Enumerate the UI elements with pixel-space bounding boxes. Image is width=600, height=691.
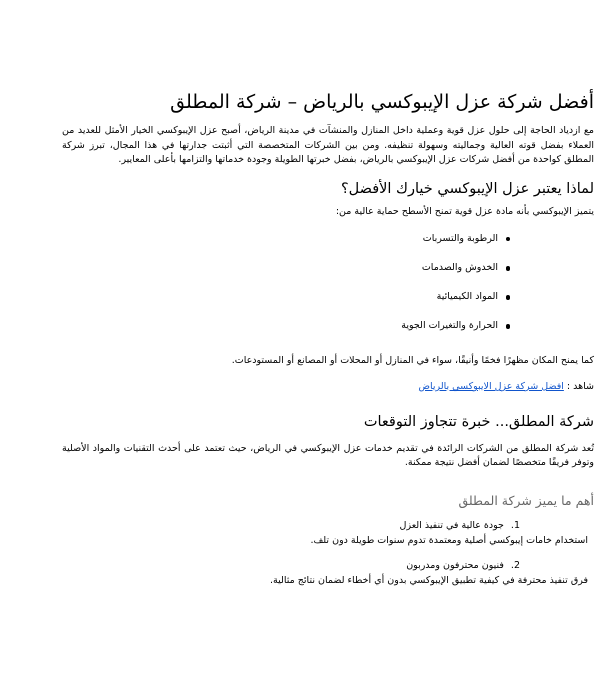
bullet-dot-icon [506,324,511,329]
list-item-label: الخدوش والصدمات [421,262,498,274]
feature-title: فنيون محترفون ومدربون [406,559,504,571]
list-number: 1. [510,519,520,531]
list-item-label: الحرارة والتغيرات الجوية [401,320,498,332]
section-heading-why-epoxy: لماذا يعتبر عزل الإيبوكسي خيارك الأفضل؟ [340,181,594,198]
feature-title-line [62,559,594,574]
list-item [62,261,510,276]
feature-description: استخدام خامات إيبوكسي أصلية ومعتمدة تدوم سنوات طويلة دون تلف. [310,534,588,546]
watch-label: شاهد : [566,380,594,392]
list-item-label: المواد الكيميائية [436,291,498,303]
benefits-outro-text: كما يمنح المكان مظهرًا فخمًا وأنيقًا، سواء في المنازل أو المحلات أو المصانع أو المستودعات. [231,355,594,367]
bullet-dot-icon [506,266,511,271]
subheading-company-features: أهم ما يميز شركة المطلق [458,492,594,508]
document-page [0,91,600,588]
bullet-dot-icon [506,237,511,242]
epoxy-company-link[interactable]: افضل شركة عزل الايبوكسي بالرياض [418,380,564,392]
benefits-lead-text: يتميز الإيبوكسي بأنه مادة عزل قوية تمنح الأسطح حماية عالية من: [335,206,594,218]
section-heading-company: شركة المطلق... خبرة تتجاوز التوقعات [363,413,594,430]
list-item [62,232,510,247]
page-title: أفضل شركة عزل الإيبوكسي بالرياض – شركة المطلق [170,91,594,113]
bullet-dot-icon [506,295,511,300]
list-number: 2. [510,559,520,571]
feature-title: جودة عالية في تنفيذ العزل [399,519,504,531]
features-numbered-list [62,519,594,588]
feature-title-line [62,519,594,534]
list-item [62,319,510,334]
feature-description: فرق تنفيذ محترفة في كيفية تطبيق الإيبوكسي بدون أي أخطاء لضمان نتائج مثالية. [270,574,588,586]
list-item [62,559,594,588]
list-item [62,290,510,305]
benefits-list [62,232,594,334]
list-item-label: الرطوبة والتسربات [422,232,498,244]
intro-paragraph: مع ازدياد الحاجة إلى حلول عزل قوية وعملية داخل المنازل والمنشآت في مدينة الرياض، أصبح عزل الإيبوكسي الخيار الأمثل للعديد من العملاء بفضل قوته العالية وجماليته وسهولة تنظيفه. ومن بين الشركات المتخصصة التي أثبتت جدارتها في هذا المجال، تبرز شركة المطلق كواحدة من أفضل شركات عزل الإيبوكسي بالرياض، بفضل خبرتها الطويلة وجودة خدماتها والتزامها بأعلى المعايير. [62,125,594,166]
watch-line [62,380,594,395]
company-paragraph: تُعد شركة المطلق من الشركات الرائدة في تقديم خدمات عزل الإيبوكسي في الرياض، حيث تعتمد على أحدث التقنيات والمواد الأصلية وتوفر فريقًا متخصصًا لضمان أفضل نتيجة ممكنة. [62,442,594,469]
list-item [62,519,594,548]
